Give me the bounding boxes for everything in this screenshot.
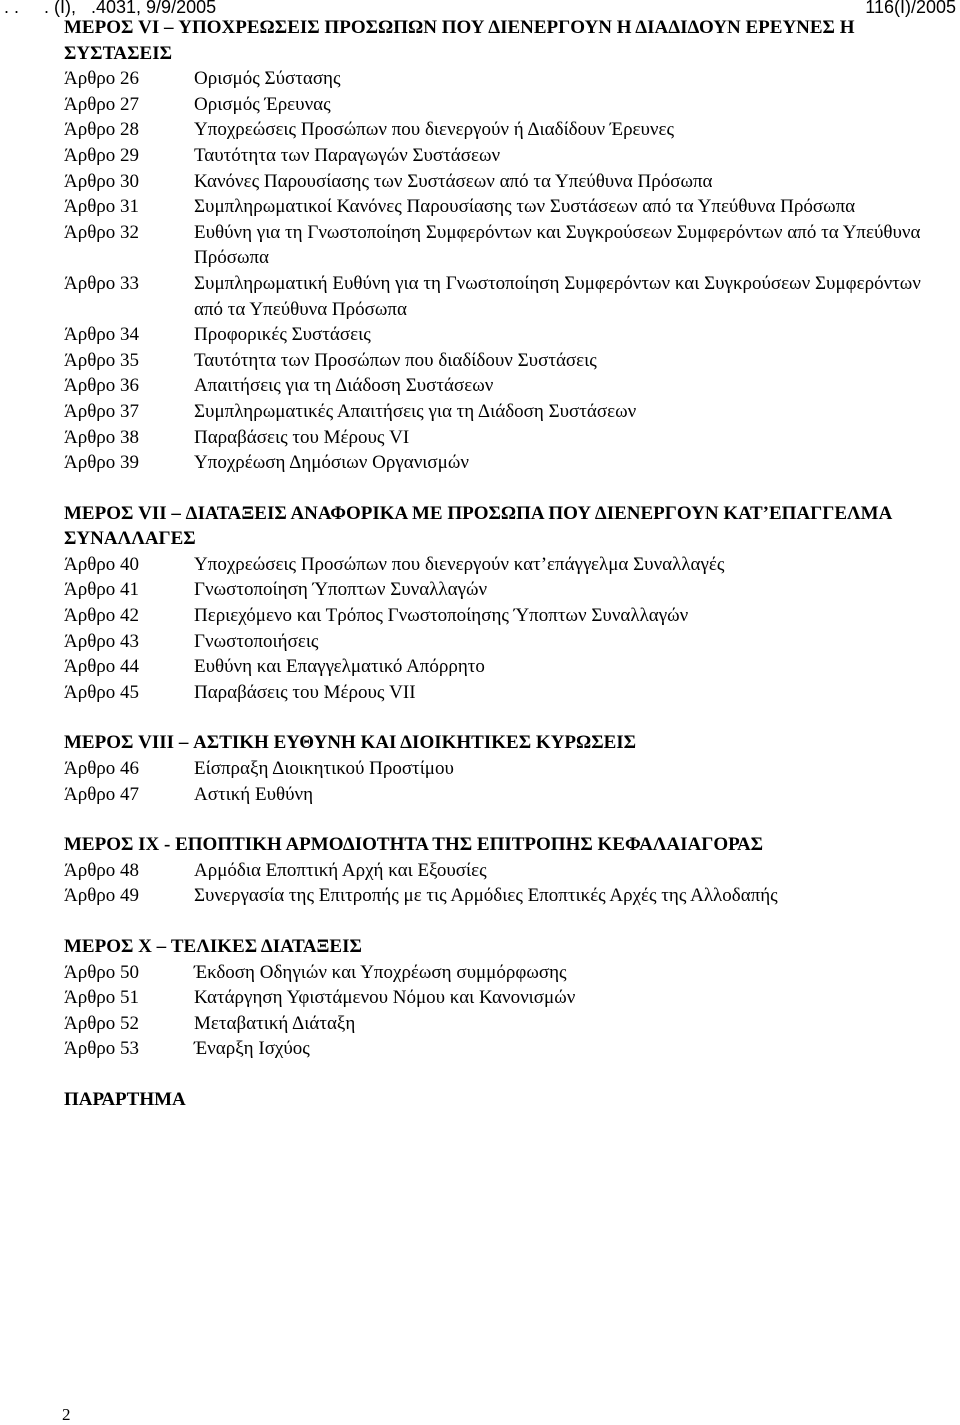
article-title: Προφορικές Συστάσεις bbox=[194, 324, 371, 346]
annex-title: ΠΑΡΑΡΤΗΜΑ bbox=[64, 1088, 186, 1110]
article-title: Κανόνες Παρουσίασης των Συστάσεων από τα Υπεύθυνα Πρόσωπα bbox=[194, 170, 713, 192]
article-label: Άρθρο 39 bbox=[64, 452, 140, 474]
article-label: Άρθρο 44 bbox=[64, 656, 140, 678]
article-row bbox=[64, 66, 934, 92]
section-part-ix bbox=[64, 832, 934, 909]
article-title: Είσπραξη Διοικητικού Προστίμου bbox=[194, 758, 454, 780]
section-part-viii bbox=[64, 730, 934, 807]
article-title: Υποχρέωση Δημόσιων Οργανισμών bbox=[194, 452, 469, 474]
article-row bbox=[64, 169, 934, 195]
section-title: ΜΕΡΟΣ VIII – ΑΣΤΙΚΗ ΕΥΘΥΝΗ ΚΑΙ ΔΙΟΙΚΗΤΙΚΕΣ ΚΥΡΩΣΕΙΣ bbox=[64, 732, 637, 754]
article-row bbox=[64, 92, 934, 118]
gazette-reference: . . . (I), .4031, 9/9/2005 bbox=[4, 0, 217, 17]
article-title: Μεταβατική Διάταξη bbox=[194, 1012, 356, 1034]
section-title: ΜΕΡΟΣ X – ΤΕΛΙΚΕΣ ΔΙΑΤΑΞΕΙΣ bbox=[64, 936, 362, 957]
article-title: Ευθύνη για τη Γνωστοποίηση Συμφερόντων και Συγκρούσεων Συμφερόντων από τα Υπεύθυνα Πρόσωπα bbox=[194, 221, 921, 269]
article-row bbox=[64, 271, 934, 322]
article-title: Ταυτότητα των Παραγωγών Συστάσεων bbox=[194, 144, 501, 166]
section-title: ΜΕΡΟΣ VII – ΔΙΑΤΑΞΕΙΣ ΑΝΑΦΟΡΙΚΑ ΜΕ ΠΡΟΣΩΠΑ ΠΟΥ ΔΙΕΝΕΡΓΟΥΝ ΚΑΤ’ΕΠΑΓΓΕΛΜΑ ΣΥΝΑΛΛΑΓΕΣ bbox=[64, 502, 892, 550]
article-label: Άρθρο 40 bbox=[64, 553, 140, 575]
article-label: Άρθρο 34 bbox=[64, 324, 140, 346]
article-label: Άρθρο 53 bbox=[64, 1038, 140, 1060]
article-row bbox=[64, 143, 934, 169]
article-title: Κατάργηση Υφιστάμενου Νόμου και Κανονισμών bbox=[194, 987, 576, 1009]
article-label: Άρθρο 35 bbox=[64, 349, 140, 371]
article-label: Άρθρο 43 bbox=[64, 630, 140, 652]
article-row bbox=[64, 552, 934, 578]
article-label: Άρθρο 52 bbox=[64, 1012, 140, 1034]
article-title: Περιεχόμενο και Τρόπος Γνωστοποίησης Ύποπτων Συναλλαγών bbox=[194, 605, 689, 627]
article-title: Ταυτότητα των Προσώπων που διαδίδουν Συστάσεις bbox=[194, 349, 597, 371]
article-label: Άρθρο 29 bbox=[64, 144, 140, 166]
article-row bbox=[64, 117, 934, 143]
article-label: Άρθρο 49 bbox=[64, 885, 140, 907]
article-title: Γνωστοποιήσεις bbox=[194, 630, 319, 652]
article-label: Άρθρο 38 bbox=[64, 426, 140, 448]
article-title: Συμπληρωματικοί Κανόνες Παρουσίασης των Συστάσεων από τα Υπεύθυνα Πρόσωπα bbox=[194, 196, 856, 218]
article-label: Άρθρο 28 bbox=[64, 119, 140, 141]
article-row bbox=[64, 1011, 934, 1037]
article-label: Άρθρο 45 bbox=[64, 681, 140, 703]
article-title: Συμπληρωματική Ευθύνη για τη Γνωστοποίηση Συμφερόντων και Συγκρούσεων Συμφερόντων από τα Υπεύθυνα Πρόσωπα bbox=[194, 272, 921, 320]
article-title: Αστική Ευθύνη bbox=[194, 783, 314, 805]
article-label: Άρθρο 26 bbox=[64, 68, 140, 90]
article-label: Άρθρο 37 bbox=[64, 400, 140, 422]
section-title: ΜΕΡΟΣ VI – ΥΠΟΧΡΕΩΣΕΙΣ ΠΡΟΣΩΠΩΝ ΠΟΥ ΔΙΕΝΕΡΓΟΥΝ Η ΔΙΑΔΙΔΟΥΝ ΕΡΕΥΝΕΣ Η ΣΥΣΤΑΣΕΙΣ bbox=[64, 17, 855, 64]
article-row bbox=[64, 1036, 934, 1062]
article-label: Άρθρο 41 bbox=[64, 579, 140, 601]
article-row bbox=[64, 629, 934, 655]
article-label: Άρθρο 32 bbox=[64, 221, 140, 243]
article-row bbox=[64, 756, 934, 782]
article-row bbox=[64, 603, 934, 629]
article-label: Άρθρο 31 bbox=[64, 196, 140, 218]
article-title: Έκδοση Οδηγιών και Υποχρέωση συμμόρφωσης bbox=[194, 961, 567, 983]
article-row bbox=[64, 450, 934, 476]
article-row bbox=[64, 399, 934, 425]
article-row bbox=[64, 782, 934, 808]
article-title: Συμπληρωματικές Απαιτήσεις για τη Διάδοση Συστάσεων bbox=[194, 400, 637, 422]
article-title: Απαιτήσεις για τη Διάδοση Συστάσεων bbox=[194, 375, 494, 397]
article-row bbox=[64, 322, 934, 348]
article-row bbox=[64, 985, 934, 1011]
article-title: Ορισμός Έρευνας bbox=[194, 93, 331, 115]
article-label: Άρθρο 30 bbox=[64, 170, 140, 192]
table-of-contents bbox=[64, 15, 934, 1138]
page-number: 2 bbox=[62, 1405, 71, 1424]
article-row bbox=[64, 194, 934, 220]
article-row bbox=[64, 858, 934, 884]
section-part-x bbox=[64, 934, 934, 1062]
section-part-vii bbox=[64, 501, 934, 706]
article-label: Άρθρο 47 bbox=[64, 783, 140, 805]
article-row bbox=[64, 883, 934, 909]
article-title: Υποχρεώσεις Προσώπων που διενεργούν ή Διαδίδουν Έρευνες bbox=[194, 119, 675, 141]
article-title: Ορισμός Σύστασης bbox=[194, 68, 341, 90]
article-row bbox=[64, 680, 934, 706]
article-row bbox=[64, 960, 934, 986]
article-title: Ευθύνη και Επαγγελματικό Απόρρητο bbox=[194, 656, 485, 678]
article-row bbox=[64, 425, 934, 451]
article-title: Έναρξη Ισχύος bbox=[194, 1038, 310, 1060]
section-annex bbox=[64, 1087, 934, 1113]
article-title: Γνωστοποίηση Ύποπτων Συναλλαγών bbox=[194, 579, 488, 601]
law-number: 116(I)/2005 bbox=[865, 0, 956, 17]
article-label: Άρθρο 50 bbox=[64, 961, 140, 983]
article-title: Αρμόδια Εποπτική Αρχή και Εξουσίες bbox=[194, 859, 487, 881]
article-label: Άρθρο 36 bbox=[64, 375, 140, 397]
article-label: Άρθρο 42 bbox=[64, 605, 140, 627]
article-row bbox=[64, 220, 934, 271]
article-label: Άρθρο 48 bbox=[64, 859, 140, 881]
article-row bbox=[64, 577, 934, 603]
article-title: Υποχρεώσεις Προσώπων που διενεργούν κατ’επάγγελμα Συναλλαγές bbox=[194, 553, 725, 575]
article-row bbox=[64, 654, 934, 680]
article-label: Άρθρο 46 bbox=[64, 758, 140, 780]
article-row bbox=[64, 373, 934, 399]
section-part-vi bbox=[64, 15, 934, 476]
article-label: Άρθρο 27 bbox=[64, 93, 140, 115]
article-row bbox=[64, 348, 934, 374]
section-title: ΜΕΡΟΣ IX - ΕΠΟΠΤΙΚΗ ΑΡΜΟΔΙΟΤΗΤΑ ΤΗΣ ΕΠΙΤΡΟΠΗΣ ΚΕΦΑΛΑΙΑΓΟΡΑΣ bbox=[64, 834, 764, 856]
article-label: Άρθρο 51 bbox=[64, 987, 140, 1009]
article-label: Άρθρο 33 bbox=[64, 272, 140, 294]
article-title: Παραβάσεις του Μέρους VI bbox=[194, 426, 410, 448]
article-title: Παραβάσεις του Μέρους VII bbox=[194, 681, 416, 703]
article-title: Συνεργασία της Επιτροπής με τις Αρμόδιες Εποπτικές Αρχές της Αλλοδαπής bbox=[194, 885, 778, 907]
